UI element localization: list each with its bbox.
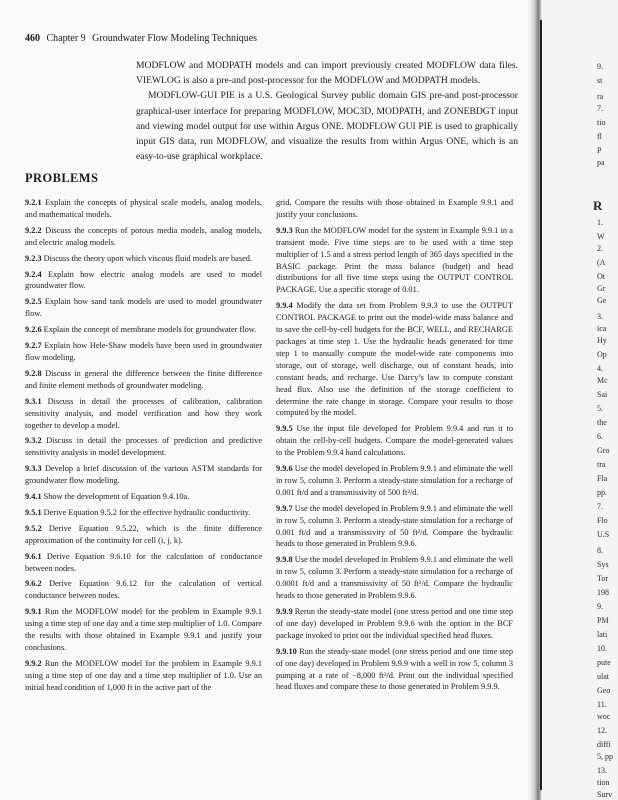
facing-page-fragment: st: [597, 76, 603, 85]
facing-page-fragment: 198: [597, 588, 609, 597]
facing-page-fragment: P: [597, 146, 602, 155]
facing-page-fragment: Geo: [597, 686, 611, 695]
problem-number: 9.9.9: [276, 607, 293, 616]
facing-page-fragment: pp.: [597, 488, 607, 497]
problem-text: Discuss in general the difference between the finite difference and finite element methods of groundwater modeling.: [25, 368, 262, 390]
problem-item: [276, 463, 513, 499]
problem-number: 9.5.2: [25, 523, 42, 533]
facing-page-fragment: Tor: [597, 574, 608, 583]
facing-page-fragment: 10.: [597, 644, 607, 653]
facing-page-fragment: tio: [597, 118, 606, 127]
facing-page-fragment: 7.: [597, 104, 603, 113]
facing-page-fragment: tra: [597, 460, 606, 469]
facing-page-fragment: Mc: [597, 376, 608, 385]
facing-page-fragment: Hy: [597, 336, 607, 345]
problem-number: 9.3.2: [25, 436, 42, 446]
problem-text: Discuss in detail the processes of calibration, calibration sensitivity analysis, and model verification and how they work together to develop a model.: [25, 396, 262, 430]
facing-page-fragment: lati: [597, 630, 608, 639]
facing-page-fragment: 4.: [597, 364, 603, 373]
chapter-label: Chapter 9: [46, 33, 86, 44]
facing-page-fragment: pute: [597, 658, 611, 667]
problem-item: [276, 554, 513, 602]
facing-page-fragment: 9.: [597, 62, 603, 71]
problem-number: 9.2.5: [25, 297, 42, 307]
problem-text: Derive Equation 9.5.2 for the effective hydraulic conductivity.: [43, 507, 251, 517]
problem-number: 9.9.2: [25, 658, 42, 668]
problem-text: Discuss the concepts of porous media models, analog models, and electric analog models.: [25, 225, 262, 247]
problem-item: [25, 523, 262, 547]
facing-page-fragment: 3.: [597, 312, 603, 321]
problem-number: 9.9.6: [276, 464, 293, 474]
problem-number: 9.3.1: [25, 396, 42, 406]
facing-page-fragment: U.S: [597, 530, 610, 539]
facing-page-fragment: 8.: [597, 546, 603, 555]
problem-number: 9.3.3: [25, 464, 42, 474]
problem-number: 9.9.1: [25, 607, 42, 617]
problem-text: Discuss the theory upon which viscous fluid models are based.: [43, 253, 252, 263]
problem-item: [276, 197, 513, 221]
facing-page-fragment: Gro: [597, 446, 610, 455]
problem-item: [25, 225, 262, 249]
facing-page-fragment: Sys: [597, 560, 609, 569]
problem-item: [25, 197, 262, 221]
problem-text: Run the MODFLOW model for the problem in Example 9.9.1 using a time step of one day and a time step multiplier of 1.0. Compare the results with those obtained in Example 9.9.1 and justify your conclusions.: [25, 607, 263, 652]
problem-number: 9.2.7: [25, 341, 42, 351]
facing-page-fragment: Surv: [597, 790, 613, 799]
problem-number: 9.9.8: [276, 555, 293, 565]
problem-text: Run the steady-state model (one stress period and one time step of one day) developed in Problem 9.9.9 with a well in row 5, column 3 pumping at a rate of −8,000 ft³/d. Print out the individual specified head fluxes and compare these to those generated in Problem 9.9.9.: [276, 646, 513, 692]
problem-item: [25, 658, 262, 694]
problem-text: Show the development of Equation 9.4.10a.: [43, 492, 190, 502]
problem-number: 9.2.3: [25, 253, 42, 263]
facing-page-edge: [543, 0, 618, 800]
facing-page-fragment: 2.: [597, 244, 603, 253]
intro-paragraph: MODFLOW and MODPATH models and can import previously created MODFLOW data files. VIEWLOG is also a pre-and post-processor for the MODFLOW and MODPATH models.: [136, 60, 518, 87]
problem-item: [25, 578, 262, 602]
facing-page-fragment: 5.: [597, 404, 603, 413]
problem-text: Use the input file developed for Problem 9.9.4 and run it to obtain the cell-by-cell budgets. Compare the model-generated values to the Problem 9.9.4 hand calculations.: [276, 424, 513, 458]
problem-item: [25, 296, 262, 320]
facing-page-fragment: Ot: [597, 272, 605, 281]
facing-page-fragment: Op: [597, 350, 607, 359]
problem-number: 9.6.1: [25, 551, 42, 561]
facing-page-fragment: woc: [597, 712, 611, 721]
problem-item: [276, 423, 513, 459]
facing-page-fragment: Sai: [597, 390, 608, 399]
problem-text: Develop a brief discussion of the various ASTM standards for groundwater flow modeling.: [25, 464, 262, 486]
facing-page-fragment: Flo: [597, 516, 608, 525]
facing-page-fragment: Fla: [597, 474, 608, 483]
problem-item: [25, 340, 262, 364]
page-number: 460: [25, 33, 40, 44]
problem-item: [276, 606, 513, 642]
problem-text: Explain how electric analog models are used to model groundwater flow.: [25, 269, 262, 291]
problem-item: [25, 269, 262, 293]
facing-page-fragment: Ge: [597, 296, 607, 305]
problem-number: 9.5.1: [25, 507, 42, 517]
problem-text: Run the MODFLOW model for the system in Example 9.9.1 in a transient mode. Five time steps are to be used with a time step multiplier of 1.5 and a stress period length of 365 days specified in the BASIC package. Print the mass balance (budget) and head distributions for all five time steps using the OUTPUT CONTROL PACKAGE. Use a specific storage of 0.01.: [276, 225, 513, 295]
problem-item: [25, 491, 262, 503]
facing-page-fragment: fl: [597, 132, 602, 141]
problem-text: Explain how sand tank models are used to model groundwater flow.: [25, 297, 263, 319]
problem-text: Explain the concepts of physical scale models, analog models, and mathematical models.: [25, 198, 262, 219]
running-header: [25, 33, 257, 44]
problem-item: [25, 368, 262, 392]
problem-item: [276, 503, 513, 551]
problem-number: 9.9.5: [276, 424, 293, 434]
problem-item: [25, 606, 262, 654]
problem-number: 9.2.1: [25, 198, 42, 207]
facing-page-fragment: 7.: [597, 502, 603, 511]
facing-page-fragment: ica: [597, 324, 607, 333]
problem-text: Run the MODFLOW model for the problem in Example 9.9.1 using a time step of one day and a time step multiplier of 1.0. Use an initial head condition of 1,000 ft in the active part of the: [25, 658, 263, 692]
problem-text: Derive Equation 9.6.12 for the calculation of vertical conductance between nodes.: [25, 579, 262, 601]
problem-text: Modify the data set from Problem 9.9.3 to use the OUTPUT CONTROL PACKAGE to print out the model-wide mass balance and to save the cell-by-cell budgets for the BCF, WELL, and RECHARGE packages at time step 1. Use the hydraulic heads generated for time step 1 to manually compute the model-wide rate components into storage, out of storage, well discharge, out of constant heads, into constant heads, and recharge. Use Darcy’s law to compute constant head flux. Also use the definition of the storage coefficient to determine the rate change in storage. Compare your results to those computed by the model.: [276, 301, 513, 418]
problems-heading: PROBLEMS: [25, 171, 99, 185]
problem-text: Use the model developed in Problem 9.9.1 and eliminate the well in row 5, column 3. Perform a steady-state simulation for a recharge of 0.0001 ft/d and a transmissivity of 50 ft²/d. Compare the hydraulic heads to those generated in Problem 9.9.6.: [276, 555, 513, 601]
problem-item: [25, 396, 262, 432]
facing-page-fragment: pa: [597, 158, 605, 167]
problem-number: 9.9.3: [276, 225, 293, 235]
facing-page-fragment: tion: [597, 778, 610, 787]
problem-item: [25, 507, 262, 519]
problem-text: Use the model developed in Problem 9.9.1 and eliminate the well in row 5, column 3. Perform a steady-state simulation for a recharge of 0.001 ft/d and a transmissivity of 500 ft²/d.: [276, 464, 513, 497]
problem-text: Use the model developed in Problem 9.9.1 and eliminate the well in row 5, column 3. Perform a steady-state simulation for a recharge of 0.001 ft/d and a transmissivity of 50 ft²/d. Compare the hydraulic heads to those generated in Problem 9.9.6.: [276, 503, 513, 549]
problem-text: Derive Equation 9.5.22, which is the finite difference approximation of the continuity for cell (i, j, k).: [25, 523, 262, 545]
problem-number: 9.2.6: [25, 325, 42, 335]
facing-page-fragment: 9.: [597, 602, 603, 611]
book-spine: [540, 20, 542, 790]
chapter-title: Groundwater Flow Modeling Techniques: [92, 33, 258, 44]
problem-item: [25, 551, 262, 575]
problem-text: grid. Compare the results with those obtained in Example 9.9.1 and justify your conclusions.: [276, 198, 513, 219]
facing-page-fragment: the: [597, 418, 607, 427]
problem-item: [276, 300, 513, 419]
problem-number: 9.6.2: [25, 579, 42, 589]
problem-item: [25, 253, 262, 265]
problem-text: Discuss in detail the processes of prediction and predictive sensitivity analysis in model development.: [25, 436, 263, 458]
facing-page-fragment: 1.: [597, 218, 603, 227]
facing-page-fragment: 5, pp: [597, 752, 613, 761]
facing-page-fragment: 6.: [597, 432, 603, 441]
problem-number: 9.9.4: [276, 301, 293, 311]
facing-page-fragment: (A: [597, 258, 606, 267]
facing-page-fragment: Gr: [597, 284, 606, 293]
problem-text: Rerun the steady-state model (one stress period and one time step of one day) developed in Problem 9.9.6 with the option in the BCF package invoked to print out the individual specified head fluxes.: [276, 607, 513, 640]
problem-item: [25, 324, 262, 336]
problem-text: Derive Equation 9.6.10 for the calculation of conductance between nodes.: [25, 551, 262, 573]
facing-page-fragment: 13.: [597, 766, 607, 775]
facing-page-fragment: 11.: [597, 700, 607, 709]
problem-number: 9.4.1: [25, 492, 42, 502]
problem-number: 9.2.4: [25, 269, 42, 279]
problems-right-column: [276, 197, 513, 697]
problem-number: 9.2.2: [25, 225, 42, 235]
problem-text: Explain how Hele-Shaw models have been used in groundwater flow modeling.: [25, 341, 262, 362]
intro-text: [136, 58, 518, 164]
problems-left-column: [25, 197, 262, 698]
facing-page-fragment: diffi: [597, 740, 611, 749]
intro-paragraph: MODFLOW-GUI PIE is a U.S. Geological Survey public domain GIS pre-and post-processor graphical-user interface for preparing MODFLOW, MOC3D, MODPATH, and ZONEBDGT input and viewing model output for use within Argus ONE. MODFLOW GUI PIE is used to graphically input GIS data, run MODFLOW, and visualize the results from within Argus ONE, which is an easy-to-use graphical workplace.: [136, 90, 518, 163]
problem-item: [25, 463, 262, 487]
facing-page-fragment: 12.: [597, 726, 607, 735]
facing-page-fragment: ulat: [597, 672, 609, 681]
problem-text: Explain the concept of membrane models for groundwater flow.: [43, 325, 257, 335]
facing-page-fragment: R: [593, 198, 603, 213]
problem-number: 9.2.8: [25, 368, 42, 378]
facing-page-fragment: W: [597, 232, 605, 241]
facing-page-fragment: ra: [597, 92, 604, 101]
problem-item: [25, 435, 262, 459]
facing-page-fragment: PM: [597, 616, 609, 625]
problem-item: [276, 646, 513, 694]
problem-number: 9.9.10: [276, 646, 297, 656]
problem-item: [276, 225, 513, 296]
problem-number: 9.9.7: [276, 503, 293, 513]
